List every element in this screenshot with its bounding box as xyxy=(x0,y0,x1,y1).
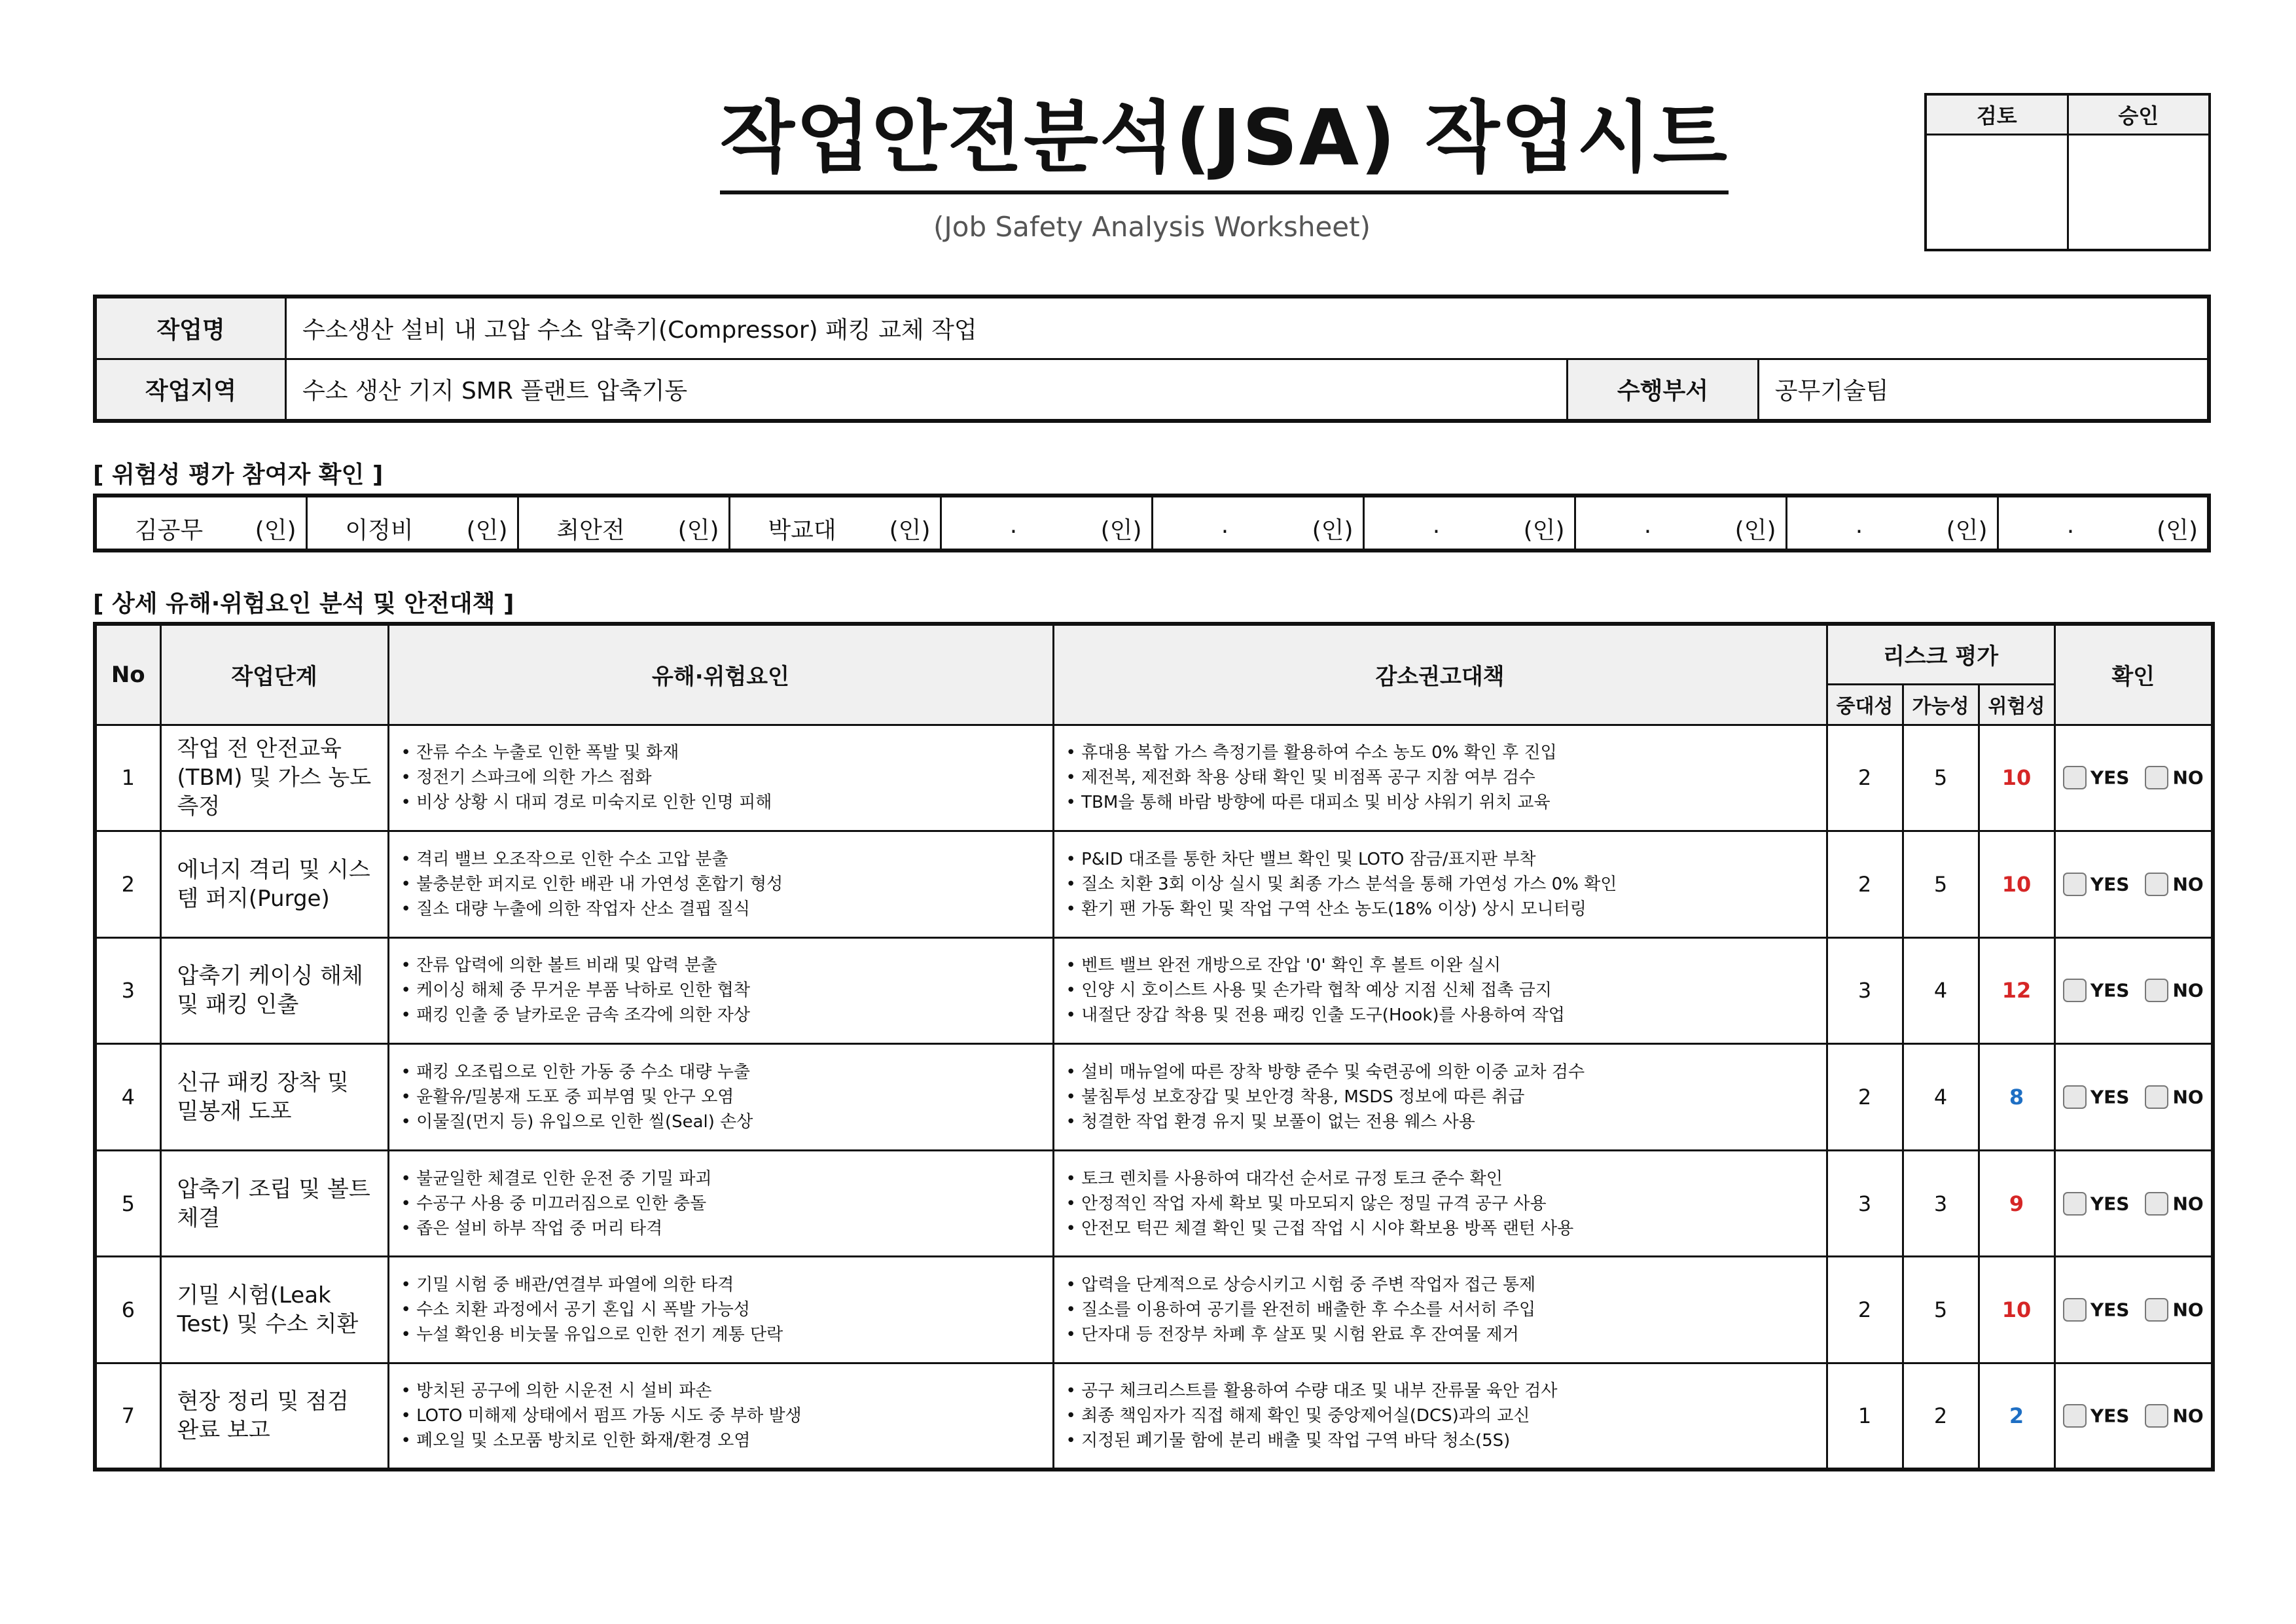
measure-item: • 청결한 작업 환경 유지 및 보풀이 없는 전용 웨스 사용 xyxy=(1066,1111,1475,1132)
signature-mark: (인) xyxy=(677,517,719,544)
measure-item: • 내절단 장갑 착용 및 전용 패킹 인출 도구(Hook)를 사용하여 작업 xyxy=(1066,1005,1565,1026)
row-number: 4 xyxy=(95,1044,160,1151)
title-block xyxy=(720,88,1729,194)
no-option[interactable] xyxy=(2145,766,2203,789)
measure-list xyxy=(1053,1150,1827,1257)
severity-value: 3 xyxy=(1827,937,1903,1044)
page-title: 작업안전분석(JSA) 작업시트 xyxy=(720,88,1729,194)
risk-score-value: 9 xyxy=(1979,1150,2054,1257)
yes-option[interactable] xyxy=(2063,1404,2130,1428)
yes-option[interactable] xyxy=(2063,873,2130,896)
hazard-item: • LOTO 미해제 상태에서 펌프 가동 시도 중 부하 발생 xyxy=(401,1405,802,1426)
measure-list xyxy=(1053,937,1827,1044)
work-name-label: 작업명 xyxy=(95,297,285,359)
no-label: NO xyxy=(2172,873,2204,895)
measure-item: • 공구 체크리스트를 활용하여 수량 대조 및 내부 잔류물 육안 검사 xyxy=(1066,1380,1558,1401)
signature-mark: (인) xyxy=(1312,517,1354,544)
measure-item: • 압력을 단계적으로 상승시키고 시험 중 주변 작업자 접근 통제 xyxy=(1066,1275,1536,1295)
review-label: 검토 xyxy=(1926,94,2068,135)
hazard-item: • 기밀 시험 중 배관/연결부 파열에 의한 타격 xyxy=(401,1275,734,1295)
measure-item: • 환기 팬 가동 확인 및 작업 구역 산소 농도(18% 이상) 상시 모니터링 xyxy=(1066,899,1587,919)
table-row xyxy=(95,725,2213,831)
participant-cell[interactable] xyxy=(729,496,941,550)
hazard-item: • 케이싱 해체 중 무거운 부품 낙하로 인한 협착 xyxy=(401,981,751,1001)
yes-label: YES xyxy=(2090,1299,2130,1321)
hazard-item: • 잔류 압력에 의한 볼트 비래 및 압력 분출 xyxy=(401,956,717,976)
header-no: No xyxy=(95,624,160,725)
likelihood-value: 5 xyxy=(1903,725,1979,831)
hazard-item: • 방치된 공구에 의한 시운전 시 설비 파손 xyxy=(401,1380,712,1401)
row-number: 6 xyxy=(95,1257,160,1363)
yes-label: YES xyxy=(2090,873,2130,895)
work-step: 압축기 조립 및 볼트 체결 xyxy=(160,1150,388,1257)
participant-cell[interactable] xyxy=(95,496,306,550)
participant-name: 최안전 xyxy=(556,517,625,544)
yes-label: YES xyxy=(2090,979,2130,1001)
header-likelihood: 가능성 xyxy=(1903,684,1979,725)
no-label: NO xyxy=(2172,1193,2204,1215)
approval-box xyxy=(1924,93,2211,251)
participant-cell[interactable] xyxy=(941,496,1152,550)
row-number: 1 xyxy=(95,725,160,831)
hazard-item: • 수소 치환 과정에서 공기 혼입 시 폭발 가능성 xyxy=(401,1300,751,1320)
risk-score-value: 8 xyxy=(1979,1044,2054,1151)
no-checkbox[interactable] xyxy=(2145,1192,2168,1216)
measure-item: • 설비 매뉴얼에 따른 장착 방향 준수 및 숙련공에 의한 이중 교차 검수 xyxy=(1066,1062,1585,1082)
participants-section-title: [ 위험성 평가 참여자 확인 ] xyxy=(93,461,384,488)
participant-name: . xyxy=(1009,512,1018,539)
no-label: NO xyxy=(2172,1086,2204,1108)
no-option[interactable] xyxy=(2145,979,2203,1002)
measure-item: • 안정적인 작업 자세 확보 및 마모되지 않은 정밀 규격 공구 사용 xyxy=(1066,1193,1547,1214)
participant-cell[interactable] xyxy=(1363,496,1575,550)
no-checkbox[interactable] xyxy=(2145,873,2168,896)
signature-mark: (인) xyxy=(1523,517,1565,544)
measure-item: • 단자대 등 전장부 차폐 후 살포 및 시험 완료 후 잔여물 제거 xyxy=(1066,1325,1519,1345)
hazard-list xyxy=(388,1257,1053,1363)
dept-label: 수행부서 xyxy=(1568,359,1758,421)
participant-name: 박교대 xyxy=(768,517,836,544)
no-option[interactable] xyxy=(2145,1404,2203,1428)
measure-item: • 지정된 폐기물 함에 분리 배출 및 작업 구역 바닥 청소(5S) xyxy=(1066,1430,1511,1451)
signature-mark: (인) xyxy=(2157,517,2198,544)
row-number: 7 xyxy=(95,1363,160,1470)
measure-list xyxy=(1053,1257,1827,1363)
hazard-list xyxy=(388,725,1053,831)
yes-checkbox[interactable] xyxy=(2063,979,2087,1002)
work-area-label: 작업지역 xyxy=(95,359,285,421)
no-checkbox[interactable] xyxy=(2145,1404,2168,1428)
confirm-cell xyxy=(2054,937,2213,1044)
no-option[interactable] xyxy=(2145,1192,2203,1216)
likelihood-value: 3 xyxy=(1903,1150,1979,1257)
confirm-cell xyxy=(2054,1257,2213,1363)
work-step: 에너지 격리 및 시스템 퍼지(Purge) xyxy=(160,831,388,938)
measure-item: • 인양 시 호이스트 사용 및 손가락 협착 예상 지점 신체 접촉 금지 xyxy=(1066,981,1552,1001)
header-risk-score: 위험성 xyxy=(1979,684,2054,725)
hazard-item: • 비상 상황 시 대피 경로 미숙지로 인한 인명 피해 xyxy=(401,793,772,813)
row-number: 5 xyxy=(95,1150,160,1257)
signature-mark: (인) xyxy=(1734,517,1776,544)
yes-label: YES xyxy=(2090,1405,2130,1427)
hazard-list xyxy=(388,1363,1053,1470)
measure-item: • 질소를 이용하여 공기를 완전히 배출한 후 수소를 서서히 주입 xyxy=(1066,1300,1536,1320)
row-number: 3 xyxy=(95,937,160,1044)
yes-checkbox[interactable] xyxy=(2063,1298,2087,1322)
measure-list xyxy=(1053,831,1827,938)
measure-item: • 벤트 밸브 완전 개방으로 잔압 '0' 확인 후 볼트 이완 실시 xyxy=(1066,956,1501,976)
yes-checkbox[interactable] xyxy=(2063,873,2087,896)
yes-checkbox[interactable] xyxy=(2063,1085,2087,1109)
page-subtitle: (Job Safety Analysis Worksheet) xyxy=(933,211,1371,243)
hazard-item: • 질소 대량 누출에 의한 작업자 산소 결핍 질식 xyxy=(401,899,751,919)
signature-mark: (인) xyxy=(466,517,508,544)
yes-option[interactable] xyxy=(2063,1085,2130,1109)
measure-item: • 토크 렌치를 사용하여 대각선 순서로 규정 토크 준수 확인 xyxy=(1066,1168,1503,1189)
header-measure: 감소권고대책 xyxy=(1053,624,1827,725)
header-hazard: 유해·위험요인 xyxy=(388,624,1053,725)
row-number: 2 xyxy=(95,831,160,938)
no-option[interactable] xyxy=(2145,873,2203,896)
hazard-item: • 불균일한 체결로 인한 운전 중 기밀 파괴 xyxy=(401,1168,712,1189)
yes-checkbox[interactable] xyxy=(2063,766,2087,789)
severity-value: 2 xyxy=(1827,725,1903,831)
measure-item: • 질소 치환 3회 이상 실시 및 최종 가스 분석을 통해 가연성 가스 0% 확인 xyxy=(1066,874,1617,894)
participant-name: 이정비 xyxy=(345,517,414,544)
confirm-cell xyxy=(2054,725,2213,831)
measure-item: • 최종 책임자가 직접 해제 확인 및 중앙제어실(DCS)과의 교신 xyxy=(1066,1405,1530,1426)
no-option[interactable] xyxy=(2145,1085,2203,1109)
participant-cell[interactable] xyxy=(1786,496,1998,550)
hazard-analysis-table xyxy=(93,622,2215,1471)
severity-value: 2 xyxy=(1827,1044,1903,1151)
table-row xyxy=(95,831,2213,938)
severity-value: 1 xyxy=(1827,1363,1903,1470)
no-checkbox[interactable] xyxy=(2145,1298,2168,1322)
measure-item: • 휴대용 복합 가스 측정기를 활용하여 수소 농도 0% 확인 후 진입 xyxy=(1066,743,1557,763)
confirm-cell xyxy=(2054,1363,2213,1470)
hazard-item: • 좁은 설비 하부 작업 중 머리 타격 xyxy=(401,1218,663,1238)
no-label: NO xyxy=(2172,979,2204,1001)
hazard-item: • 불충분한 퍼지로 인한 배관 내 가연성 혼합기 형성 xyxy=(401,874,783,894)
measure-list xyxy=(1053,1044,1827,1151)
work-step: 기밀 시험(Leak Test) 및 수소 치환 xyxy=(160,1257,388,1363)
hazard-list xyxy=(388,1150,1053,1257)
work-name-value[interactable]: 수소생산 설비 내 고압 수소 압축기(Compressor) 패킹 교체 작업 xyxy=(285,297,2209,359)
hazard-item: • 폐오일 및 소모품 방치로 인한 화재/환경 오염 xyxy=(401,1430,751,1451)
measure-item: • 제전복, 제전화 착용 상태 확인 및 비점폭 공구 지참 여부 검수 xyxy=(1066,768,1535,788)
review-signature-field[interactable] xyxy=(1926,135,2068,251)
measure-item: • TBM을 통해 바람 방향에 따른 대피소 및 비상 샤워기 위치 교육 xyxy=(1066,793,1551,813)
hazard-list xyxy=(388,831,1053,938)
header-severity: 중대성 xyxy=(1827,684,1903,725)
no-checkbox[interactable] xyxy=(2145,1085,2168,1109)
approve-signature-field[interactable] xyxy=(2068,135,2210,251)
hazard-item: • 윤활유/밀봉재 도포 중 피부염 및 안구 오염 xyxy=(401,1087,734,1107)
header-step: 작업단계 xyxy=(160,624,388,725)
table-row xyxy=(95,1257,2213,1363)
participant-cell[interactable] xyxy=(1998,496,2209,550)
confirm-cell xyxy=(2054,1044,2213,1151)
no-checkbox[interactable] xyxy=(2145,766,2168,789)
signature-mark: (인) xyxy=(1100,517,1142,544)
yes-label: YES xyxy=(2090,1193,2130,1215)
likelihood-value: 4 xyxy=(1903,1044,1979,1151)
yes-checkbox[interactable] xyxy=(2063,1404,2087,1428)
signature-mark: (인) xyxy=(1946,517,1988,544)
participant-name: . xyxy=(2066,512,2075,539)
no-option[interactable] xyxy=(2145,1298,2203,1322)
severity-value: 2 xyxy=(1827,831,1903,938)
hazard-item: • 잔류 수소 누출로 인한 폭발 및 화재 xyxy=(401,743,679,763)
signature-mark: (인) xyxy=(255,517,296,544)
yes-option[interactable] xyxy=(2063,766,2130,789)
yes-option[interactable] xyxy=(2063,979,2130,1002)
table-row xyxy=(95,937,2213,1044)
likelihood-value: 5 xyxy=(1903,1257,1979,1363)
signature-mark: (인) xyxy=(889,517,931,544)
confirm-cell xyxy=(2054,831,2213,938)
no-label: NO xyxy=(2172,1405,2204,1427)
work-step: 신규 패킹 장착 및 밀봉재 도포 xyxy=(160,1044,388,1151)
participant-name: . xyxy=(1432,512,1441,539)
participant-name: . xyxy=(1221,512,1229,539)
measure-list xyxy=(1053,1363,1827,1470)
hazard-item: • 이물질(먼지 등) 유입으로 인한 씰(Seal) 손상 xyxy=(401,1111,753,1132)
confirm-cell xyxy=(2054,1150,2213,1257)
risk-score-value: 10 xyxy=(1979,1257,2054,1363)
hazard-list xyxy=(388,937,1053,1044)
yes-label: YES xyxy=(2090,1086,2130,1108)
table-row xyxy=(95,1150,2213,1257)
no-label: NO xyxy=(2172,767,2204,789)
no-label: NO xyxy=(2172,1299,2204,1321)
risk-score-value: 10 xyxy=(1979,725,2054,831)
no-checkbox[interactable] xyxy=(2145,979,2168,1002)
risk-score-value: 12 xyxy=(1979,937,2054,1044)
yes-label: YES xyxy=(2090,767,2130,789)
risk-score-value: 2 xyxy=(1979,1363,2054,1470)
risk-score-value: 10 xyxy=(1979,831,2054,938)
likelihood-value: 5 xyxy=(1903,831,1979,938)
hazard-item: • 패킹 오조립으로 인한 가동 중 수소 대량 누출 xyxy=(401,1062,751,1082)
work-step: 작업 전 안전교육(TBM) 및 가스 농도 측정 xyxy=(160,725,388,831)
hazard-item: • 패킹 인출 중 날카로운 금속 조각에 의한 자상 xyxy=(401,1005,751,1026)
measure-list xyxy=(1053,725,1827,831)
hazard-list xyxy=(388,1044,1053,1151)
header-confirm: 확인 xyxy=(2054,624,2213,725)
participant-cell[interactable] xyxy=(306,496,518,550)
yes-checkbox[interactable] xyxy=(2063,1192,2087,1216)
participant-cell[interactable] xyxy=(518,496,729,550)
dept-value[interactable]: 공무기술팀 xyxy=(1758,359,2209,421)
participant-cell[interactable] xyxy=(1152,496,1363,550)
participants-table xyxy=(93,494,2211,552)
header-risk-assessment: 리스크 평가 xyxy=(1827,624,2054,684)
measure-item: • P&ID 대조를 통한 차단 밸브 확인 및 LOTO 잠금/표지판 부착 xyxy=(1066,849,1536,869)
measure-item: • 불침투성 보호장갑 및 보안경 착용, MSDS 정보에 따른 취급 xyxy=(1066,1087,1525,1107)
participant-name: . xyxy=(1643,512,1652,539)
participant-name: 김공무 xyxy=(134,517,204,544)
yes-option[interactable] xyxy=(2063,1192,2130,1216)
work-step: 압축기 케이싱 해체 및 패킹 인출 xyxy=(160,937,388,1044)
work-info-table xyxy=(93,295,2211,423)
table-row xyxy=(95,1044,2213,1151)
severity-value: 3 xyxy=(1827,1150,1903,1257)
participant-cell[interactable] xyxy=(1575,496,1786,550)
likelihood-value: 2 xyxy=(1903,1363,1979,1470)
work-area-value[interactable]: 수소 생산 기지 SMR 플랜트 압축기동 xyxy=(285,359,1567,421)
approve-label: 승인 xyxy=(2068,94,2210,135)
work-step: 현장 정리 및 점검 완료 보고 xyxy=(160,1363,388,1470)
hazard-item: • 격리 밸브 오조작으로 인한 수소 고압 분출 xyxy=(401,849,728,869)
hazard-item: • 정전기 스파크에 의한 가스 점화 xyxy=(401,768,652,788)
hazard-item: • 누설 확인용 비눗물 유입으로 인한 전기 계통 단락 xyxy=(401,1325,783,1345)
measure-item: • 안전모 턱끈 체결 확인 및 근접 작업 시 시야 확보용 방폭 랜턴 사용 xyxy=(1066,1218,1574,1238)
hazard-item: • 수공구 사용 중 미끄러짐으로 인한 충돌 xyxy=(401,1193,707,1214)
table-row xyxy=(95,1363,2213,1470)
likelihood-value: 4 xyxy=(1903,937,1979,1044)
participant-name: . xyxy=(1855,512,1863,539)
severity-value: 2 xyxy=(1827,1257,1903,1363)
analysis-section-title: [ 상세 유해·위험요인 분석 및 안전대책 ] xyxy=(93,590,514,617)
yes-option[interactable] xyxy=(2063,1298,2130,1322)
